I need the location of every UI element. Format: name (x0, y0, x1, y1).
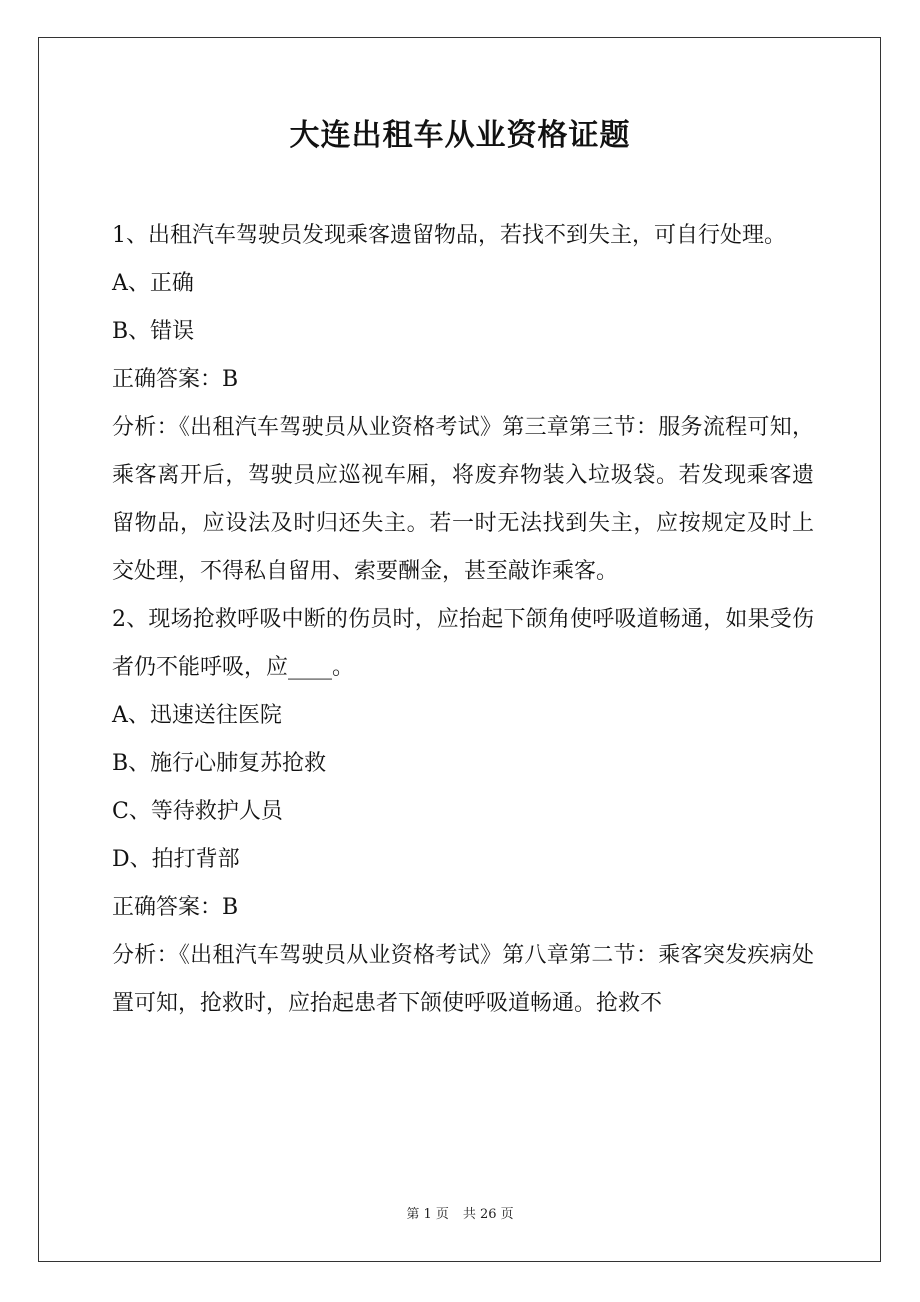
correct-answer: 正确答案：B (112, 895, 239, 920)
question-option: D、拍打背部 (112, 847, 240, 872)
question-stem: 1、出租汽车驾驶员发现乘客遗留物品，若找不到失主，可自行处理。 (112, 223, 786, 248)
answer-analysis: 分析：《出租汽车驾驶员从业资格考试》第八章第二节：乘客突发疾病处置可知，抢救时，应抬起患者下颌使呼吸道畅通。抢救不 (112, 943, 814, 1016)
question-option: A、迅速送往医院 (112, 703, 282, 728)
answer-analysis: 分析：《出租汽车驾驶员从业资格考试》第三章第三节：服务流程可知，乘客离开后，驾驶员应巡视车厢，将废弃物装入垃圾袋。若发现乘客遗留物品，应设法及时归还失主。若一时无法找到失主，应按规定及时上交处理，不得私自留用、索要酬金，甚至敲诈乘客。 (112, 415, 814, 584)
question-option: C、等待救护人员 (112, 799, 283, 824)
correct-answer: 正确答案：B (112, 367, 239, 392)
question-option: B、施行心肺复苏抢救 (112, 751, 327, 776)
question-option: A、正确 (112, 271, 194, 296)
question-option: B、错误 (112, 319, 195, 344)
page-total: 共 26 页 (462, 1207, 514, 1222)
document-content (112, 212, 814, 1028)
page-footer (0, 1205, 920, 1225)
question-stem: 2、现场抢救呼吸中断的伤员时，应抬起下颌角使呼吸道畅通，如果受伤者仍不能呼吸，应____。 (112, 607, 814, 680)
page-number: 第 1 页 (406, 1207, 449, 1222)
document-title: 大连出租车从业资格证题 (289, 118, 631, 153)
